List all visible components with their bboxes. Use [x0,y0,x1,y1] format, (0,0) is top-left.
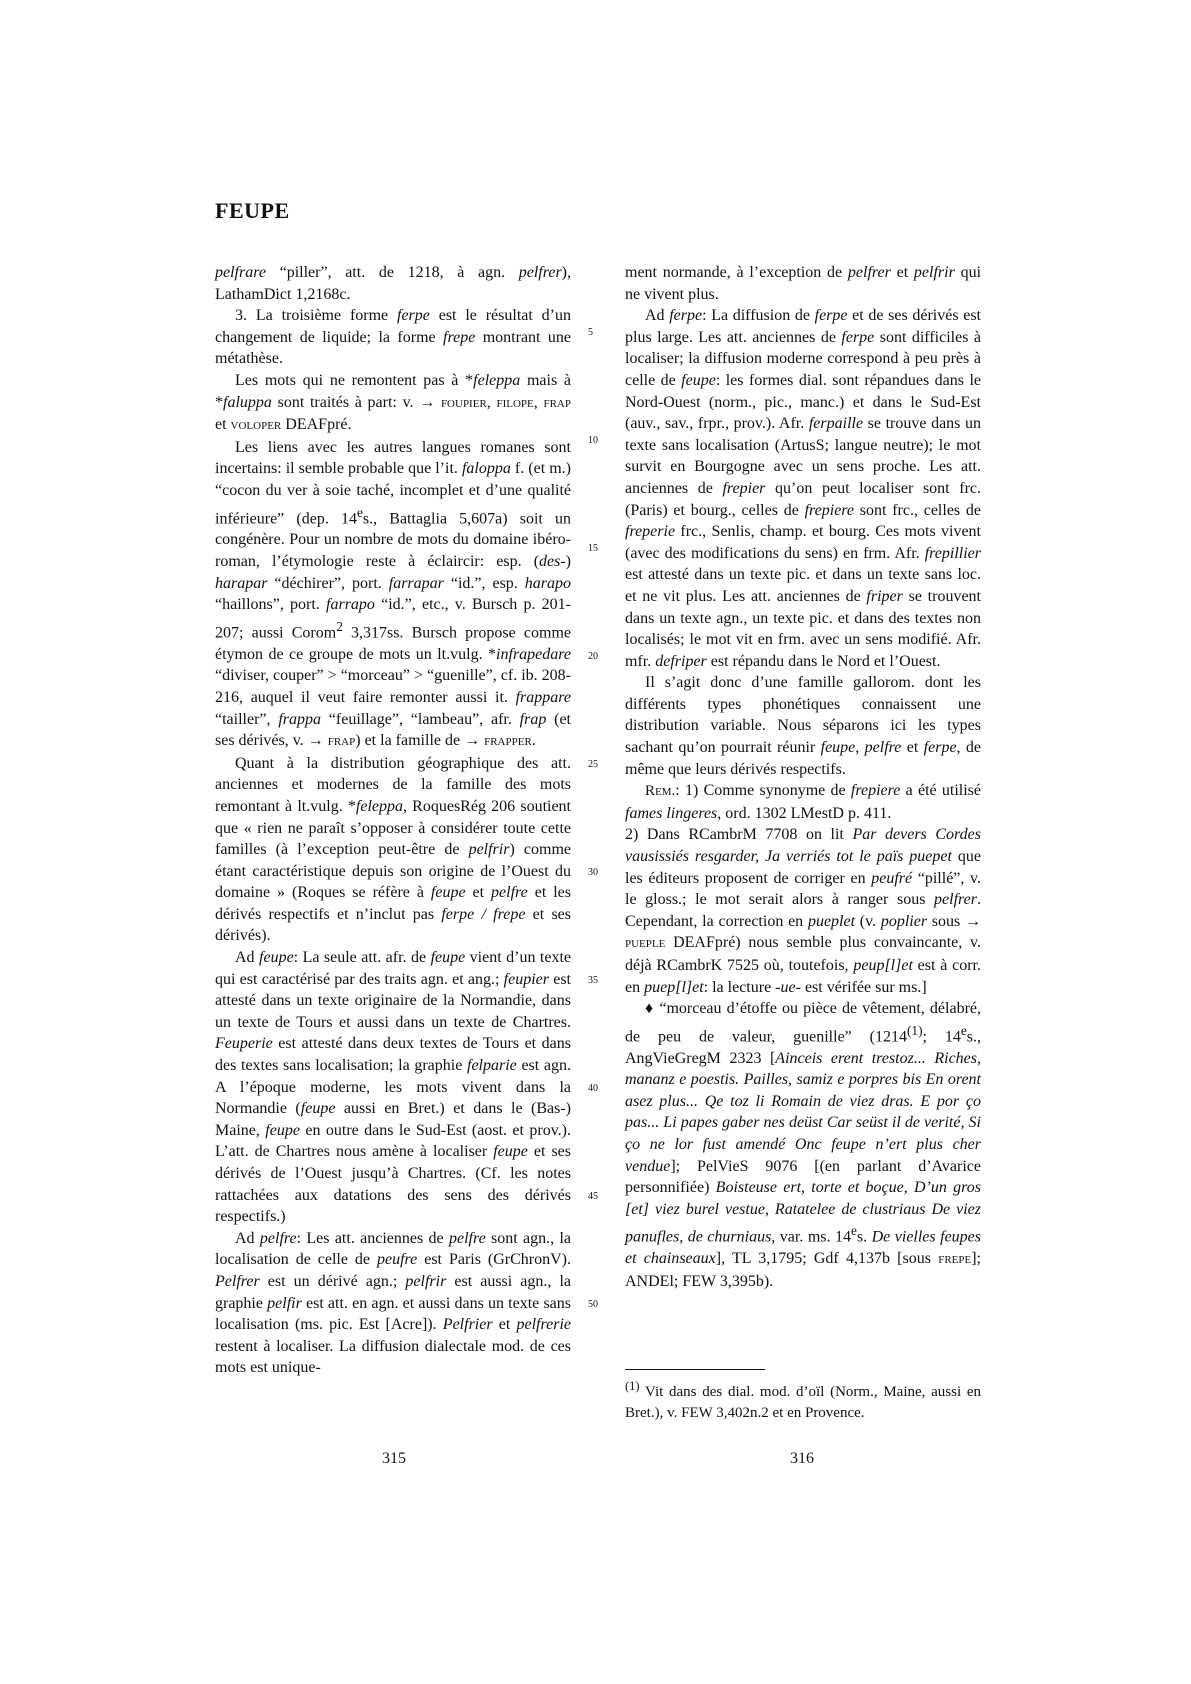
paragraph: Quant à la distribution géographique des att. anciennes et modernes de la famille des mots remontant à lt.vulg. *feleppa, RoquesRég 206 soutient que « rien ne paraît s’opposer à considérer toute cette familles (à l’exception peut-être de pelfrir) comme étant caractéristique depuis son origine de l’Ouest du domaine » (Roques se réfère à feupe et pelfre et les dérivés respectifs et n’inclut pas ferpe / frepe et ses dérivés). [215,754,572,945]
line-number: 50 [588,1299,598,1310]
paragraph: Ad pelfre: Les att. anciennes de pelfre sont agn., la localisation de celle de peufre est Paris (GrChronV). Pelfrer est un dérivé agn.; pelfrir est aussi agn., la graphie pelfir est att. en agn. et aussi dans un texte sans localisation (ms. pic. Est [Acre]). Pelfrier et pelfrerie restent à localiser. La diffusion dialectale mod. de ces mots est unique- [215,1229,572,1377]
line-number: 10 [588,435,598,446]
footnote: $^{(1)}$ Vit dans des dial. mod. d’oïl (Norm., Maine, aussi en Bret.), v. FEW 3,402n.2 et en Provence. [625,1379,981,1421]
footnote-rule [625,1369,765,1370]
line-number: 20 [588,651,598,662]
line-number: 30 [588,867,598,878]
paragraph: Les mots qui ne remontent pas à *feleppa mais à *faluppa sont traités à part: v. → foupier, filope, frap et voloper DEAFpré. [215,371,572,434]
paragraph: Les liens avec les autres langues romanes sont incertains: il semble probable que l’it. faloppa f. (et m.) “cocon du ver à soie taché, incomplet et d’une qualité inférieure” (dep. 14es., Battaglia 5,607a) soit un congénère. Pour un nombre de mots du domaine ibéro-roman, l’étymologie reste à éclaircir: esp. (des-) harapar “déchirer”, port. farrapar “id.”, esp. harapo “haillons”, port. farrapo “id.”, etc., v. Bursch p. 201-207; aussi Corom$^2$ 3,317ss. Bursch propose comme étymon de ce groupe de mots un lt.vulg. *infrapedare “diviser, couper” > “morceau” > “guenille”, cf. ib. 208-216, auquel il veut faire remonter aussi it. frappare “tailler”, frappa “feuillage”, “lambeau”, afr. frap (et ses dérivés, v. → frap) et la famille de → frapper. [215,438,572,750]
paragraph: 3. La troisième forme ferpe est le résultat d’un changement de liquide; la forme frepe montrant une métathèse. [215,307,571,368]
page-number-right: 316 [790,1450,814,1467]
paragraph: pelfrare “piller”, att. de 1218, à agn. pelfrer), LathamDict 1,2168c. [215,264,571,303]
paragraph: Ad feupe: La seule att. afr. de feupe vient d’un texte qui est caractérisé par des traits agn. et ang.; feupier est attesté dans un texte originaire de la Normandie, dans un texte de Tours et aussi dans un texte de Chartres. Feuperie est attesté dans deux textes de Tours et dans des textes sans localisation; la graphie felparie est agn. A l’époque moderne, les mots vivent dans la Normandie (feupe aussi en Bret.) et dans le (Bas-) Maine, feupe en outre dans le Sud-Est (aost. et prov.). L’att. de Chartres nous amène à localiser feupe et ses dérivés de l’Ouest jusqu’à Chartres. (Cf. les notes rattachées aux datations des sens des dérivés respectifs.) [215,949,572,1226]
left-column [215,262,571,1379]
paragraph: ment normande, à l’exception de pelfrer et pelfrir qui ne vivent plus. [625,264,982,303]
line-number: 40 [588,1083,598,1094]
remark: 2) Dans RCambrM 7708 on lit Par devers Cordes vausissiés resgarder, Ja verriés tot le païs puepet que les éditeurs proposent de corriger en peufré “pillé”, v. le gloss.; le mot serait alors à ranger sous pelfrer. Cependant, la correction en pueplet (v. poplier sous → pueple DEAFpré) nous semble plus convaincante, v. déjà RCambrK 7525 où, toutefois, peup[l]et est à corr. en puep[l]et: la lecture -ue- est vérifée sur ms.] [625,826,982,996]
line-number: 25 [588,759,598,770]
remark: Rem.: 1) Comme synonyme de frepiere a été utilisé fames lingeres, ord. 1302 LMestD p. 411. [625,782,982,822]
headword: FEUPE [215,198,290,223]
line-number: 15 [588,543,598,554]
line-number: 5 [588,327,593,338]
line-number: 35 [588,975,598,986]
paragraph: Ad ferpe: La diffusion de ferpe et de ses dérivés est plus large. Les att. anciennes de ferpe sont difficiles à localiser; la diffusion moderne correspond à peu près à celle de feupe: les formes dial. sont répandues dans le Nord-Ouest (norm., pic., manc.) et dans le Sud-Est (auv., sav., frpr., prov.). Afr. ferpaille se trouve dans un texte sans localisation (ArtusS; langue neutre); le mot survit en Bourgogne avec un sens proche. Les att. anciennes de frepier qu’on peut localiser sont frc. (Paris) et bourg., celles de frepiere sont frc., celles de freperie frc., Senlis, champ. et bourg. Ces mots vivent (avec des modifications du sens) en frm. Afr. frepillier est attesté dans un texte pic. et dans un texte sans loc. et ne vit plus. Les att. anciennes de friper se trouvent dans un texte agn., un texte pic. et dans des textes non localisés; le mot vit en frm. avec un sens modifié. Afr. mfr. defriper est répandu dans le Nord et l’Ouest. [625,307,982,670]
right-column [625,262,981,1293]
paragraph: Il s’agit donc d’une famille gallorom. dont les différents types phonétiques connaissent une distribution variable. Nous séparons ici les types sachant qu’on pourrait réunir feupe, pelfre et ferpe, de même que leurs dérivés respectifs. [625,674,982,778]
page-number-left: 315 [382,1450,406,1467]
line-number: 45 [588,1191,598,1202]
sense-definition: ♦ “morceau d’étoffe ou pièce de vêtement, délabré, de peu de valeur, guenille” (1214$^{(1)}$; 14es., AngVieGregM 2323 [Ainceis erent trestoz... Riches, mananz e poestis. Pailles, samiz e porpres bis En orent asez plus... Qe toz li Romain de viez dras. E por ço pas... Li papes gaber nes deüst Car seüst il de verité, Si ço ne lor fust amendé Onc feupe n’ert plus cher vendue]; PelVieS 9076 [(en parlant d’Avarice personnifiée) Boisteuse ert, torte et boçue, D’un gros [et] viez burel vestue, Ratatelee de clustriaus De viez panufles, de churniaus, var. ms. 14es. De vielles feupes et chainseaux], TL 3,1795; Gdf 4,137b [sous frepe]; ANDEl; FEW 3,395b). [625,1000,982,1290]
